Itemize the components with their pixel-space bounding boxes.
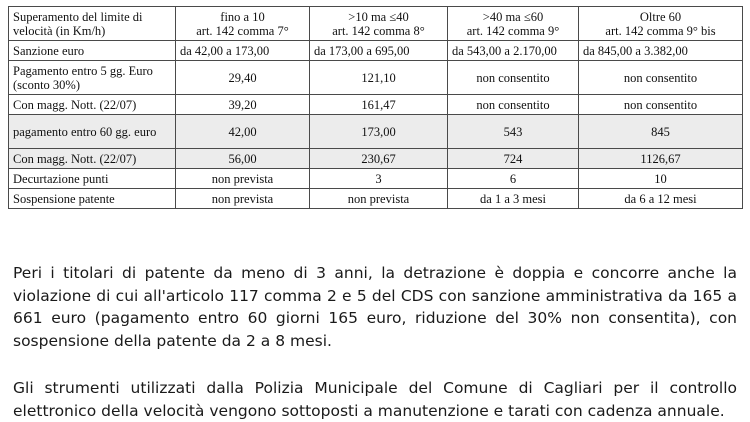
table-cell: 39,20	[176, 95, 310, 115]
table-cell: da 543,00 a 2.170,00	[448, 41, 579, 61]
table-cell: 42,00	[176, 115, 310, 149]
table-cell: non consentito	[579, 95, 743, 115]
header-10-to-40-text: >10 ma ≤40 art. 142 comma 8°	[332, 9, 425, 38]
table-row-sanzione	[9, 41, 743, 61]
table-cell: da 845,00 a 3.382,00	[579, 41, 743, 61]
row-label: Decurtazione punti	[9, 169, 176, 189]
header-40-to-60-text: >40 ma ≤60 art. 142 comma 9°	[466, 9, 560, 38]
header-up-to-10-text: fino a 10 art. 142 comma 7°	[196, 9, 289, 38]
table-cell: non prevista	[176, 169, 310, 189]
row-label: Pagamento entro 5 gg. Euro (sconto 30%)	[9, 61, 176, 95]
table-cell: 543	[448, 115, 579, 149]
table-cell: non prevista	[310, 189, 448, 209]
table-cell: 173,00	[310, 115, 448, 149]
header-over-60-text: Oltre 60 art. 142 comma 9° bis	[605, 9, 716, 38]
table-cell: 3	[310, 169, 448, 189]
table-header-row	[9, 7, 743, 41]
table-row-magg-nott-1	[9, 95, 743, 115]
paragraph-neopatentati: Peri i titolari di patente da meno di 3 anni, la detrazione è doppia e concorre anche la violazione di cui all'articolo 117 comma 2 e 5 del CDS con sanzione amministrativa da 165 a 661 euro (pagamento entro 60 giorni 165 euro, riduzione del 30% non consentita), con sospensione della patente da 2 a 8 mesi.	[13, 264, 737, 350]
table-row-decurtazione	[9, 169, 743, 189]
table-row-pagamento-60gg	[9, 115, 743, 149]
paragraph-strumenti: Gli strumenti utilizzati dalla Polizia Municipale del Comune di Cagliari per il controllo elettronico della velocità vengono sottoposti a manutenzione e tarati con cadenza annuale.	[13, 379, 737, 420]
table-cell: 29,40	[176, 61, 310, 95]
table-cell: 724	[448, 149, 579, 169]
header-cell-speed-limit: Superamento del limite di velocità (in Km/h)	[9, 7, 176, 41]
table-cell: 10	[579, 169, 743, 189]
table-cell: non consentito	[579, 61, 743, 95]
table-cell: 56,00	[176, 149, 310, 169]
row-label: Sospensione patente	[9, 189, 176, 209]
header-cell-40-to-60	[448, 7, 579, 41]
table-cell: da 173,00 a 695,00	[310, 41, 448, 61]
header-cell-over-60	[579, 7, 743, 41]
row-label: Con magg. Nott. (22/07)	[9, 95, 176, 115]
row-label: Con magg. Nott. (22/07)	[9, 149, 176, 169]
table-row-pagamento-5gg	[9, 61, 743, 95]
table-cell: da 6 a 12 mesi	[579, 189, 743, 209]
table-row-magg-nott-2	[9, 149, 743, 169]
table-row-sospensione	[9, 189, 743, 209]
table-cell: 1126,67	[579, 149, 743, 169]
table-cell: non consentito	[448, 61, 579, 95]
speed-fines-table	[8, 6, 743, 209]
header-cell-up-to-10	[176, 7, 310, 41]
table-cell: non prevista	[176, 189, 310, 209]
row-label: Sanzione euro	[9, 41, 176, 61]
table-cell: 6	[448, 169, 579, 189]
table-cell: 230,67	[310, 149, 448, 169]
table-cell: 161,47	[310, 95, 448, 115]
table-cell: 845	[579, 115, 743, 149]
header-cell-10-to-40	[310, 7, 448, 41]
table-cell: non consentito	[448, 95, 579, 115]
table-cell: da 42,00 a 173,00	[176, 41, 310, 61]
row-label: pagamento entro 60 gg. euro	[9, 115, 176, 149]
table-cell: da 1 a 3 mesi	[448, 189, 579, 209]
table-cell: 121,10	[310, 61, 448, 95]
